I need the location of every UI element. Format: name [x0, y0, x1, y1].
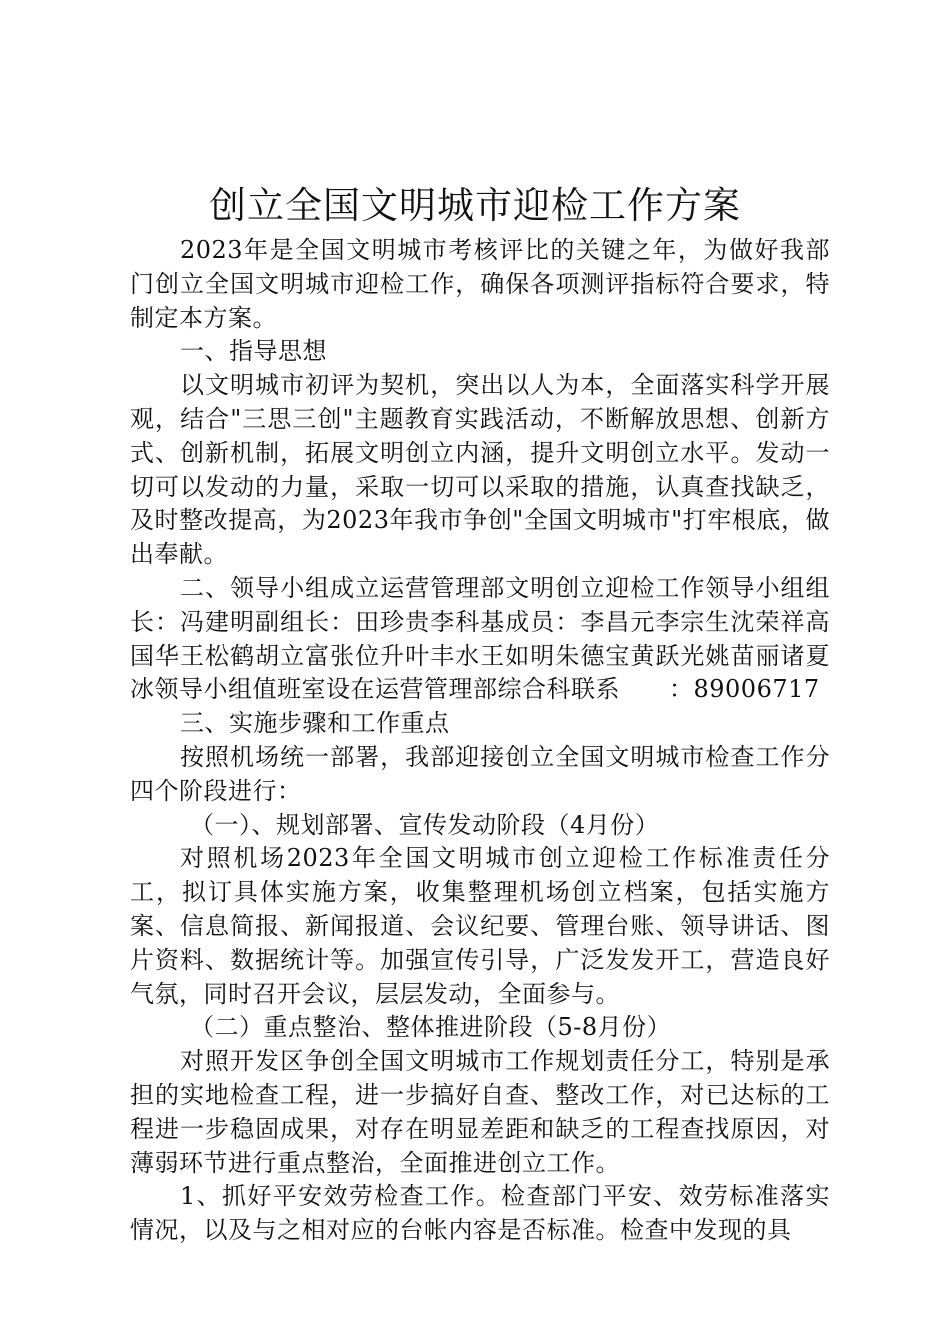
- document-body: [130, 234, 830, 1248]
- subheading-stage-1: （一）、规划部署、宣传发动阶段（4月份）: [190, 810, 660, 839]
- paragraph-stage-2: 对照开发区争创全国文明城市工作规划责任分工，特别是承担的实地检查工程，进一步搞好自查、整改工作，对已达标的工程进一步稳固成果，对存在明显差距和缺乏的工程查找原因，对薄弱环节进行重点整治，全面推进创立工作。: [130, 1047, 830, 1177]
- paragraph-leadership-group: 二、领导小组成立运营管理部文明创立迎检工作领导小组组长：冯建明副组长：田珍贵李科基成员：李昌元李宗生沈荣祥高国华王松鹤胡立富张位升叶丰水王如明朱德宝黄跃光姚苗丽诸夏冰领导小组值班室设在运营管理部综合科联系 ：89006717: [130, 573, 830, 704]
- section-heading-guiding-thought: 一、指导思想: [180, 337, 327, 366]
- paragraph-intro: 2023年是全国文明城市考核评比的关键之年，为做好我部门创立全国文明城市迎检工作，确保各项测评指标符合要求，特制定本方案。: [130, 236, 830, 332]
- paragraph-stages-intro: 按照机场统一部署，我部迎接创立全国文明城市检查工作分四个阶段进行：: [130, 742, 830, 805]
- section-heading-steps: 三、实施步骤和工作重点: [180, 709, 450, 738]
- document-title: 创立全国文明城市迎检工作方案: [209, 184, 741, 227]
- paragraph-stage-1: 对照机场2023年全国文明城市创立迎检工作标准责任分工，拟订具体实施方案，收集整理机场创立档案，包括实施方案、信息简报、新闻报道、会议纪要、管理台账、领导讲话、图片资料、数据统计等。加强宣传引导，广泛发发开工，营造良好气氛，同时召开会议，层层发动，全面参与。: [130, 844, 830, 1008]
- paragraph-guiding-thought: 以文明城市初评为契机，突出以人为本，全面落实科学开展观，结合"三思三创"主题教育实践活动，不断解放思想、创新方式、创新机制，拓展文明创立内涵，提升文明创立水平。发动一切可以发动的力量，采取一切可以采取的措施，认真查找缺乏，及时整改提高，为2023年我市争创"全国文明城市"打牢根底，做出奉献。: [130, 371, 830, 569]
- subheading-stage-2: （二）重点整治、整体推进阶段（5-8月份）: [190, 1013, 672, 1042]
- paragraph-item-1: 1、抓好平安效劳检查工作。检查部门平安、效劳标准落实情况，以及与之相对应的台帐内容是否标准。检查中发现的具: [130, 1182, 830, 1245]
